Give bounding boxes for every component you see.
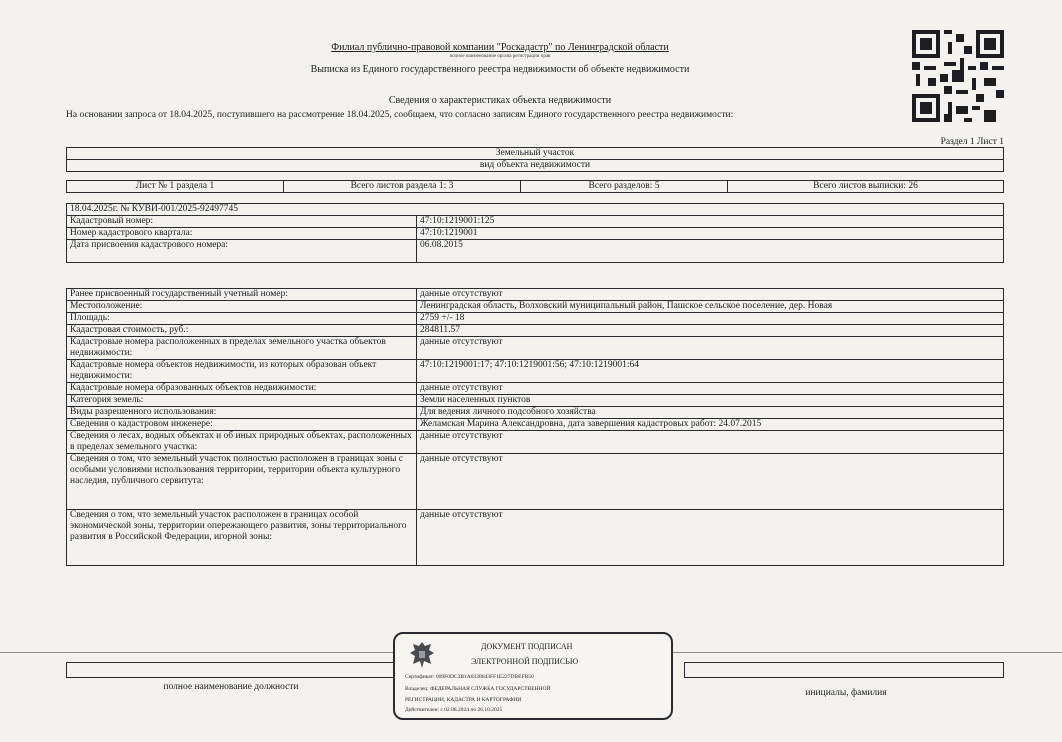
- row-label: Номер кадастрового квартала:: [67, 228, 417, 240]
- table-row: [67, 313, 1004, 325]
- row-label: Категория земель:: [67, 395, 417, 407]
- characteristics-table: [66, 288, 1004, 566]
- row-value: Земли населенных пунктов: [417, 395, 1004, 407]
- extract-sheets-total: Всего листов выписки: 26: [728, 181, 1004, 193]
- row-label: Ранее присвоенный государственный учетный номер:: [67, 289, 417, 301]
- position-field: [67, 663, 398, 678]
- table-row: [67, 289, 1004, 301]
- stamp-owner-1: Владелец: ФЕДЕРАЛЬНАЯ СЛУЖБА ГОСУДАРСТВЕННОЙ: [405, 686, 551, 692]
- row-label: Местоположение:: [67, 301, 417, 313]
- object-type-caption: вид объекта недвижимости: [67, 160, 1004, 172]
- table-row: [67, 228, 1004, 240]
- row-label: Кадастровый номер:: [67, 216, 417, 228]
- row-value: 284811.57: [417, 325, 1004, 337]
- request-date-number: 18.04.2025г. № КУВИ-001/2025-92497745: [67, 204, 1004, 216]
- row-label: Дата присвоения кадастрового номера:: [67, 240, 417, 263]
- table-row: [67, 360, 1004, 383]
- row-value: данные отсутствуют: [417, 337, 1004, 360]
- row-label: Кадастровая стоимость, руб.:: [67, 325, 417, 337]
- intro-text: На основании запроса от 18.04.2025, поступившего на рассмотрение 18.04.2025, сообщаем, что согласно записям Единого государственного реестра недвижимости:: [66, 110, 734, 120]
- section-label: Раздел 1 Лист 1: [940, 137, 1004, 147]
- sections-total: Всего разделов: 5: [521, 181, 728, 193]
- row-label: Виды разрешенного использования:: [67, 407, 417, 419]
- table-row: [67, 395, 1004, 407]
- sheet-info-table: [66, 180, 1004, 193]
- table-row: [67, 454, 1004, 510]
- registration-body-name: Филиал публично-правовой компании "Роскадастр" по Ленинградской области: [331, 42, 669, 53]
- row-label: Кадастровые номера образованных объектов недвижимости:: [67, 383, 417, 395]
- assignment-date: 06.08.2015: [417, 240, 1004, 263]
- row-value: данные отсутствуют: [417, 431, 1004, 454]
- table-row: [67, 216, 1004, 228]
- row-label: Сведения о лесах, водных объектах и об иных природных объектах, расположенных в пределах земельного участка:: [67, 431, 417, 454]
- row-label: Кадастровые номера объектов недвижимости, из которых образован объект недвижимости:: [67, 360, 417, 383]
- stamp-line-2: ЭЛЕКТРОННОЙ ПОДПИСЬЮ: [471, 657, 579, 666]
- table-row: [67, 337, 1004, 360]
- registration-body-caption: полное наименование органа регистрации прав: [449, 54, 551, 59]
- row-value: данные отсутствуют: [417, 289, 1004, 301]
- row-value: данные отсутствуют: [417, 383, 1004, 395]
- table-row: [67, 325, 1004, 337]
- table-row: [67, 407, 1004, 419]
- row-label: Кадастровые номера расположенных в пределах земельного участка объектов недвижимости:: [67, 337, 417, 360]
- sheet-number: Лист № 1 раздела 1: [67, 181, 284, 193]
- row-value: Для ведения личного подсобного хозяйства: [417, 407, 1004, 419]
- row-value: Ленинградская область, Волховский муниципальный район, Пашское сельское поселение, дер. Новая: [417, 301, 1004, 313]
- document-subtitle: Сведения о характеристиках объекта недвижимости: [388, 95, 612, 106]
- table-row: [67, 301, 1004, 313]
- row-value: 2759 +/- 18: [417, 313, 1004, 325]
- row-value: 47:10:1219001:17; 47:10:1219001:56; 47:10:1219001:64: [417, 360, 1004, 383]
- row-value: Желамская Марина Александровна, дата завершения кадастровых работ: 24.07.2015: [417, 419, 1004, 431]
- object-type: Земельный участок: [67, 148, 1004, 160]
- stamp-certificate: Сертификат: 009F0DC3B1A0338643FF1E227DBEFB50: [405, 674, 534, 680]
- table-row: [67, 431, 1004, 454]
- row-label: Сведения о том, что земельный участок полностью расположен в границах зоны с особыми условиями использования территории, территории объекта культурного наследия, публичного сервитута:: [67, 454, 417, 510]
- row-value: данные отсутствуют: [417, 510, 1004, 566]
- cadastral-number: 47:10:1219001:125: [417, 216, 1004, 228]
- identification-table: [66, 203, 1004, 263]
- e-signature-stamp: [393, 632, 673, 720]
- name-field: [685, 663, 1004, 678]
- table-row: [67, 240, 1004, 263]
- stamp-line-1: ДОКУМЕНТ ПОДПИСАН: [481, 642, 573, 651]
- table-row: [67, 383, 1004, 395]
- section-sheets-total: Всего листов раздела 1: 3: [284, 181, 521, 193]
- stamp-validity: Действителен: с 02.08.2024 по 26.10.2025: [405, 707, 503, 713]
- table-row: [67, 419, 1004, 431]
- object-type-table: [66, 147, 1004, 172]
- cadastral-quarter: 47:10:1219001: [417, 228, 1004, 240]
- name-caption: инициалы, фамилия: [805, 688, 887, 698]
- position-caption: полное наименование должности: [163, 682, 299, 692]
- table-row: [67, 510, 1004, 566]
- row-label: Сведения о кадастровом инженере:: [67, 419, 417, 431]
- row-label: Сведения о том, что земельный участок расположен в границах особой экономической зоны, территории опережающего развития, зоны территориального развития в Российской Федерации, игорной зоны:: [67, 510, 417, 566]
- stamp-owner-2: РЕГИСТРАЦИИ, КАДАСТРА И КАРТОГРАФИИ: [405, 697, 522, 703]
- coat-of-arms-icon: [409, 640, 435, 670]
- document-title: Выписка из Единого государственного реестра недвижимости об объекте недвижимости: [310, 64, 690, 75]
- qr-code: [912, 30, 1004, 122]
- row-value: данные отсутствуют: [417, 454, 1004, 510]
- row-label: Площадь:: [67, 313, 417, 325]
